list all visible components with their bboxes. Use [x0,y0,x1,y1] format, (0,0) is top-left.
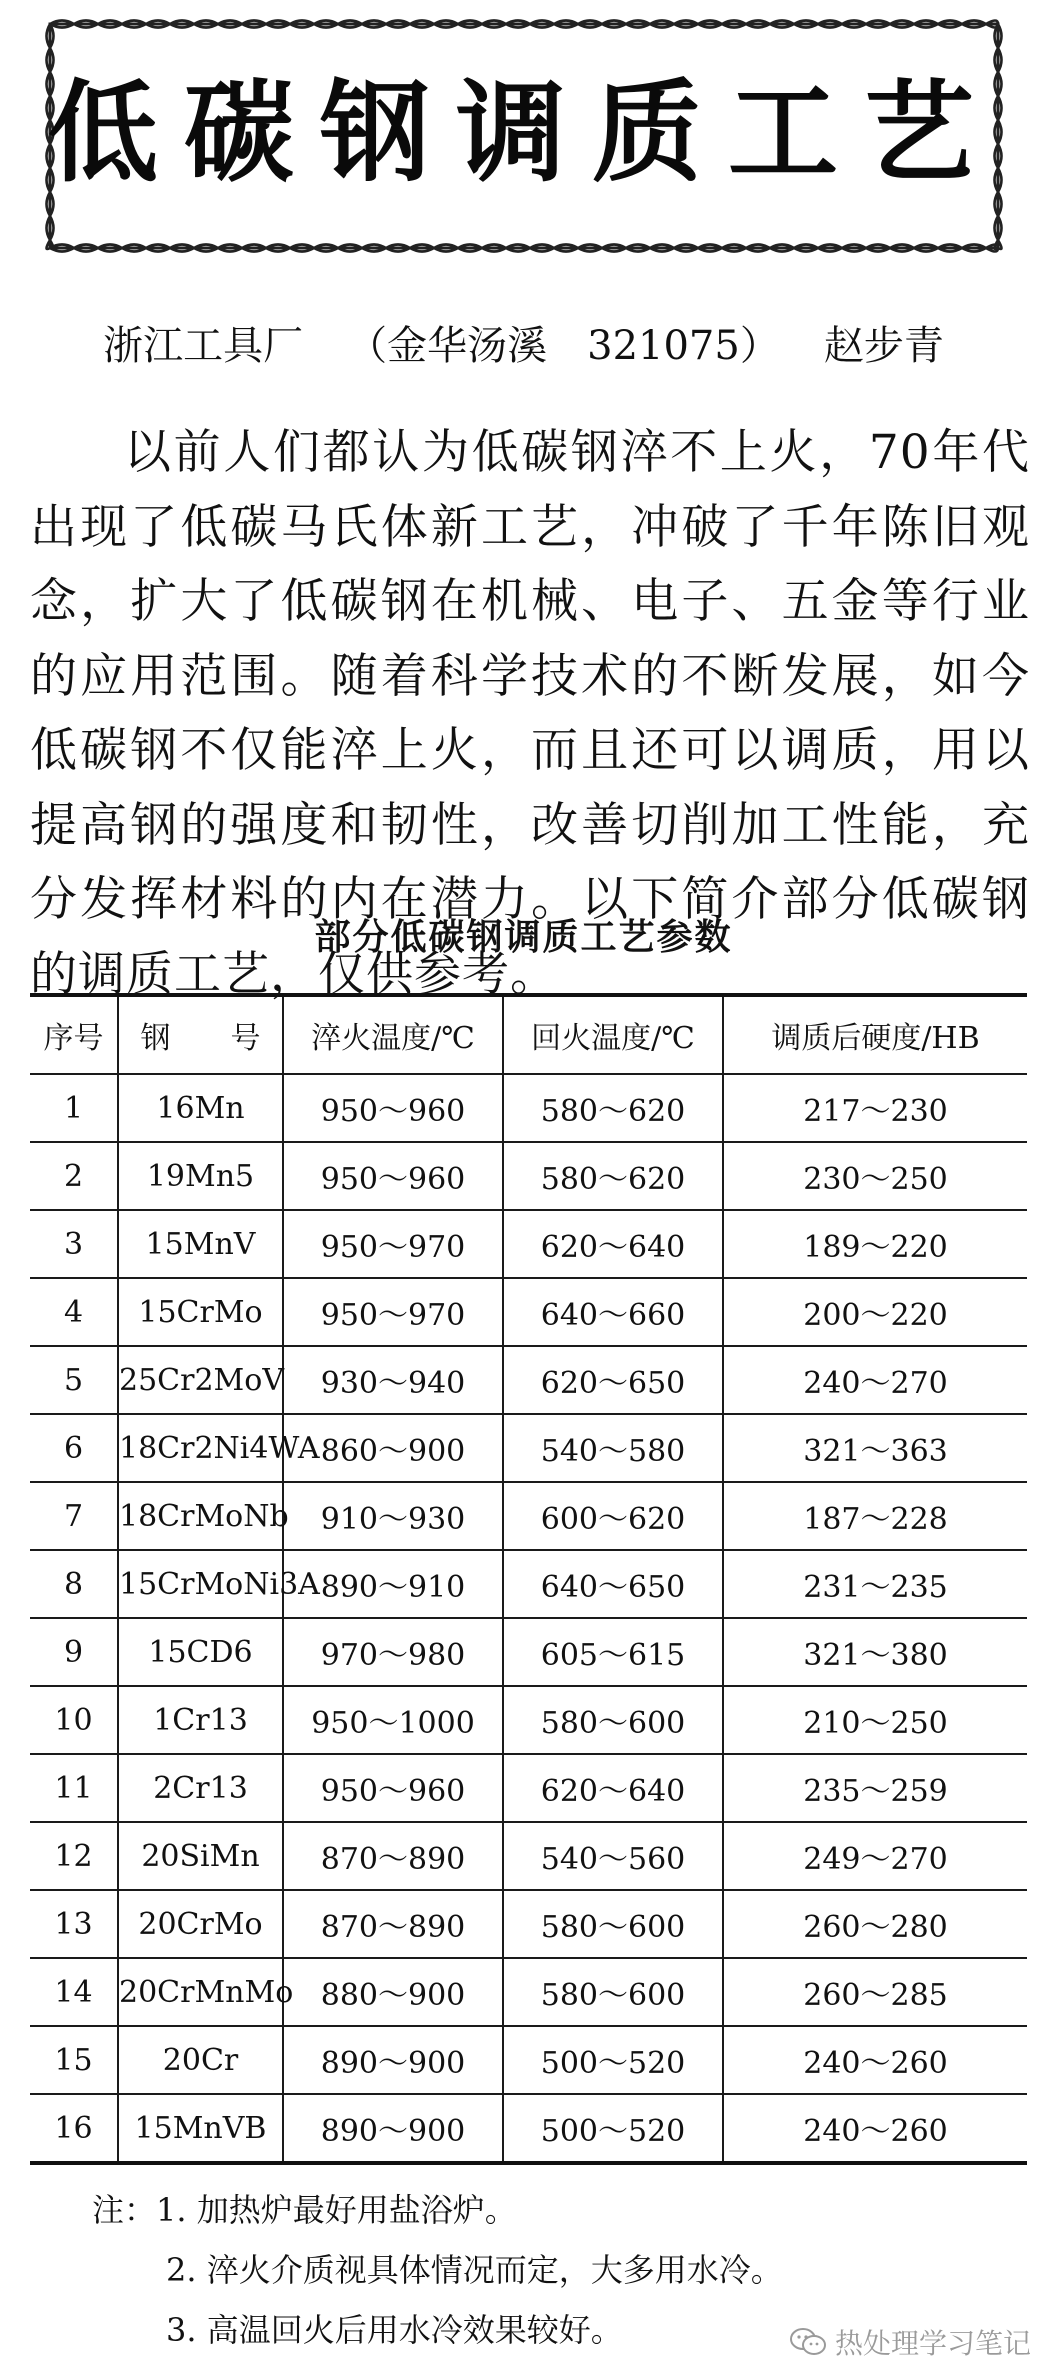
table-cell: 20Cr [118,2026,283,2094]
table-cell: 870～890 [283,1822,503,1890]
column-header: 钢 号 [118,995,283,1074]
table-cell: 880～900 [283,1958,503,2026]
table-cell: 11 [30,1754,118,1822]
table-cell: 235～259 [723,1754,1027,1822]
table-cell: 200～220 [723,1278,1027,1346]
table-cell: 580～620 [503,1142,723,1210]
table-cell: 321～380 [723,1618,1027,1686]
table-cell: 970～980 [283,1618,503,1686]
table-row [30,1958,1027,2026]
table-cell: 321～363 [723,1414,1027,1482]
table-cell: 950～1000 [283,1686,503,1754]
table-cell: 187～228 [723,1482,1027,1550]
watermark [789,2322,1031,2362]
table-cell: 230～250 [723,1142,1027,1210]
table-header-row [30,995,1027,1074]
table-row [30,1754,1027,1822]
column-header: 淬火温度/℃ [283,995,503,1074]
table-cell: 10 [30,1686,118,1754]
table-row [30,1550,1027,1618]
table-cell: 2 [30,1142,118,1210]
table-cell: 870～890 [283,1890,503,1958]
title-frame [40,14,1008,258]
watermark-text: 热处理学习笔记 [834,2327,1031,2360]
table-row [30,2094,1027,2163]
table-cell: 249～270 [723,1822,1027,1890]
note-item: 3. 高温回火后用水冷效果较好。 [166,2311,623,2349]
table-row [30,1686,1027,1754]
table-cell: 950～970 [283,1210,503,1278]
table-caption: 部分低碳钢调质工艺参数 [314,917,733,958]
table-cell: 5 [30,1346,118,1414]
table-cell: 15MnVB [118,2094,283,2163]
table-cell: 240～260 [723,2094,1027,2163]
table-cell: 260～280 [723,1890,1027,1958]
table-cell: 9 [30,1618,118,1686]
table-cell: 890～900 [283,2026,503,2094]
table-cell: 8 [30,1550,118,1618]
author-org: 浙江工具厂 [103,323,304,369]
table-cell: 950～960 [283,1142,503,1210]
table-cell: 540～560 [503,1822,723,1890]
table-cell: 620～640 [503,1210,723,1278]
table-cell: 15CrMo [118,1278,283,1346]
table-cell: 15CrMoNi3A [118,1550,283,1618]
table-cell: 860～900 [283,1414,503,1482]
table-cell: 20CrMo [118,1890,283,1958]
note-item: 1. 加热炉最好用盐浴炉。 [156,2191,517,2229]
table-cell: 540～580 [503,1414,723,1482]
author-name: 赵步青 [823,323,944,369]
table-cell: 240～260 [723,2026,1027,2094]
table-row [30,1210,1027,1278]
table-cell: 260～285 [723,1958,1027,2026]
table-cell: 890～910 [283,1550,503,1618]
notes-prefix: 注： [92,2191,157,2229]
table-cell: 231～235 [723,1550,1027,1618]
table-body [30,1074,1027,2163]
note-line-1 [92,2180,992,2240]
table-cell: 217～230 [723,1074,1027,1142]
table-cell: 14 [30,1958,118,2026]
table-cell: 2Cr13 [118,1754,283,1822]
article-body: 以前人们都认为低碳钢淬不上火，70年代出现了低碳马氏体新工艺，冲破了千年陈旧观念，扩大了低碳钢在机械、电子、五金等行业的应用范围。随着科学技术的不断发展，如今低碳钢不仅能淬上火，而且还可以调质，用以提高钢的强度和韧性，改善切削加工性能，充分发挥材料的内在潜力。以下简介部分低碳钢的调质工艺，仅供参考。 [30,425,1030,1002]
table-cell: 15MnV [118,1210,283,1278]
table-cell: 620～650 [503,1346,723,1414]
table-cell: 4 [30,1278,118,1346]
table-cell: 580～600 [503,1890,723,1958]
parameters-table [30,993,1027,2165]
column-header: 调质后硬度/HB [723,995,1027,1074]
article-title: 低碳钢调质工艺 [48,69,1000,197]
table-cell: 620～640 [503,1754,723,1822]
table-cell: 890～900 [283,2094,503,2163]
table-cell: 210～250 [723,1686,1027,1754]
table-cell: 3 [30,1210,118,1278]
table-cell: 15 [30,2026,118,2094]
table-row [30,1890,1027,1958]
byline [0,318,1047,374]
table-cell: 580～600 [503,1686,723,1754]
table-row [30,1346,1027,1414]
note-item: 2. 淬火介质视具体情况而定，大多用水冷。 [166,2251,783,2289]
table-cell: 930～940 [283,1346,503,1414]
table-cell: 7 [30,1482,118,1550]
table-cell: 12 [30,1822,118,1890]
table-cell: 25Cr2MoV [118,1346,283,1414]
table-row [30,1618,1027,1686]
column-header: 回火温度/℃ [503,995,723,1074]
table-cell: 950～960 [283,1074,503,1142]
table-cell: 19Mn5 [118,1142,283,1210]
table-row [30,1822,1027,1890]
table-cell: 950～960 [283,1754,503,1822]
wechat-icon [789,2327,827,2357]
table-cell: 189～220 [723,1210,1027,1278]
table-cell: 20CrMnMo [118,1958,283,2026]
table-cell: 18Cr2Ni4WA [118,1414,283,1482]
table-cell: 15CD6 [118,1618,283,1686]
table-cell: 18CrMoNb [118,1482,283,1550]
table-cell: 500～520 [503,2094,723,2163]
table-cell: 6 [30,1414,118,1482]
table-cell: 640～650 [503,1550,723,1618]
table-cell: 950～970 [283,1278,503,1346]
table-row [30,1278,1027,1346]
table-cell: 1 [30,1074,118,1142]
table-cell: 16 [30,2094,118,2163]
table-cell: 640～660 [503,1278,723,1346]
author-address: （金华汤溪 321075） [347,323,780,369]
column-header: 序号 [30,995,118,1074]
table-row [30,1142,1027,1210]
table-row [30,1482,1027,1550]
table-row [30,1074,1027,1142]
table-cell: 600～620 [503,1482,723,1550]
table-cell: 500～520 [503,2026,723,2094]
table-cell: 16Mn [118,1074,283,1142]
table-cell: 240～270 [723,1346,1027,1414]
table-cell: 13 [30,1890,118,1958]
table-row [30,1414,1027,1482]
table-cell: 1Cr13 [118,1686,283,1754]
table-cell: 20SiMn [118,1822,283,1890]
table-cell: 580～600 [503,1958,723,2026]
table-cell: 580～620 [503,1074,723,1142]
table-cell: 605～615 [503,1618,723,1686]
table-row [30,2026,1027,2094]
table-cell: 910～930 [283,1482,503,1550]
